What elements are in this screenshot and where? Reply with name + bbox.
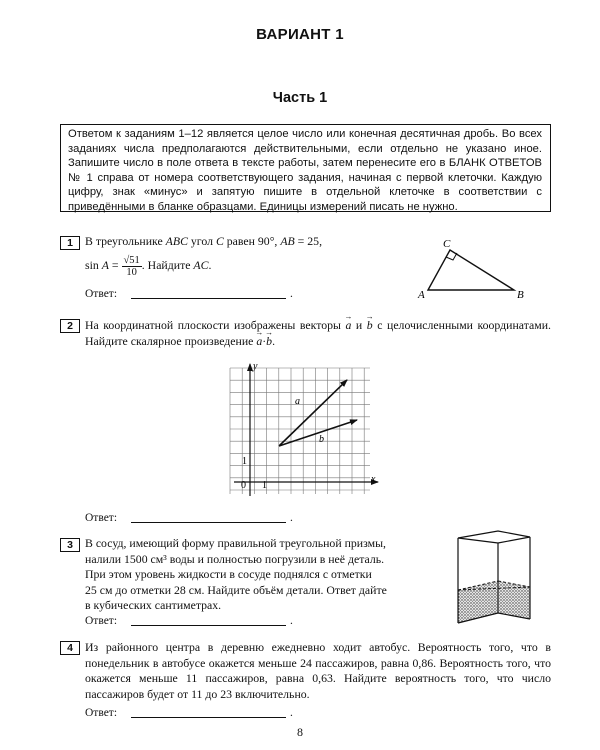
- task-number-4: 4: [60, 641, 80, 655]
- vector-a: [279, 380, 347, 446]
- task-1-line-1: В треугольнике ABC угол C равен 90°, AB = 25,: [85, 234, 323, 248]
- answer-field-3[interactable]: Ответ: .: [85, 615, 293, 627]
- answer-field-4[interactable]: Ответ: .: [85, 707, 293, 719]
- y-axis-label: y: [253, 361, 258, 372]
- answer-line[interactable]: [131, 522, 286, 523]
- variant-title: ВАРИАНТ 1: [256, 26, 344, 43]
- origin-label: 0: [241, 480, 246, 491]
- task-3-line: в кубических сантиметрах.: [85, 598, 222, 612]
- prism-top: [458, 531, 530, 543]
- y-tick-1: 1: [242, 456, 247, 467]
- answer-line[interactable]: [131, 298, 286, 299]
- grid-lines: [230, 368, 370, 494]
- answer-field-1[interactable]: Ответ: .: [85, 288, 293, 300]
- page-number: 8: [297, 725, 303, 739]
- vertex-c-label: C: [443, 238, 451, 250]
- task-3-line: В сосуд, имеющий форму правильной треугольной призмы,: [85, 536, 386, 550]
- task-number-3: 3: [60, 538, 80, 552]
- vertex-b-label: B: [517, 289, 524, 300]
- x-axis-label: x: [371, 474, 376, 485]
- task-3-line: 25 см до отметки 28 см. Найдите объём детали. Ответ дайте: [85, 582, 387, 597]
- task-number-2: 2: [60, 319, 80, 333]
- triangle-figure: [410, 236, 535, 300]
- task-4-text: Из районного центра в деревню ежедневно ходит автобус. Вероятность того, что в понедельник в автобусе окажется меньше 24 пассажиров, равна 0,86. Вероятность того, что окажется меньше 11 пассажиров, равна 0,63. Найдите вероятность того, что число пассажиров будет от 11 до 23 включительно.: [85, 640, 551, 701]
- triangle-abc: [428, 250, 514, 290]
- vector-b-label: b: [319, 434, 324, 445]
- instructions-box: Ответом к заданиям 1–12 является целое число или конечная десятичная дробь. Во всех заданиях числа предполагаются действительными, если отдельно не указано иное. Запишите число в поле ответа в тексте работы, затем перенесите его в БЛАНК ОТВЕТОВ № 1 справа от номера соответствующего задания, начиная с первой клеточки. Каждую цифру, знак «минус» и запятую пишите в отдельной клеточке в соответствии с приведёнными в бланке образцами. Единицы измерений писать не нужно.: [60, 124, 551, 212]
- task-3-line: налили 1500 см³ воды и полностью погрузили в неё деталь.: [85, 551, 385, 566]
- x-tick-1: 1: [262, 480, 267, 491]
- task-1-line-2: sin A = $\frac{√51}{10}$ . Найдите AC.: [85, 254, 212, 278]
- vertex-a-label: A: [418, 289, 425, 300]
- task-3-text: [85, 536, 425, 614]
- fraction: $\frac{√51}{10}$: [123, 254, 140, 278]
- answer-field-2[interactable]: Ответ: .: [85, 512, 293, 524]
- answer-line[interactable]: [131, 717, 286, 718]
- coordinate-grid-figure: [220, 360, 390, 500]
- task-1-text: [85, 234, 322, 278]
- prism-figure: [440, 527, 540, 627]
- task-3-line: При этом уровень жидкости в сосуде поднялся с отметки: [85, 567, 372, 581]
- part-title: Часть 1: [272, 90, 328, 106]
- task-2-text: На координатной плоскости изображены векторы → a и → b с целочисленными координатами. Найдите скалярное произведение → a·→ b.: [85, 318, 551, 349]
- vector-a-label: a: [295, 396, 300, 407]
- task-number-1: 1: [60, 236, 80, 250]
- answer-line[interactable]: [131, 625, 286, 626]
